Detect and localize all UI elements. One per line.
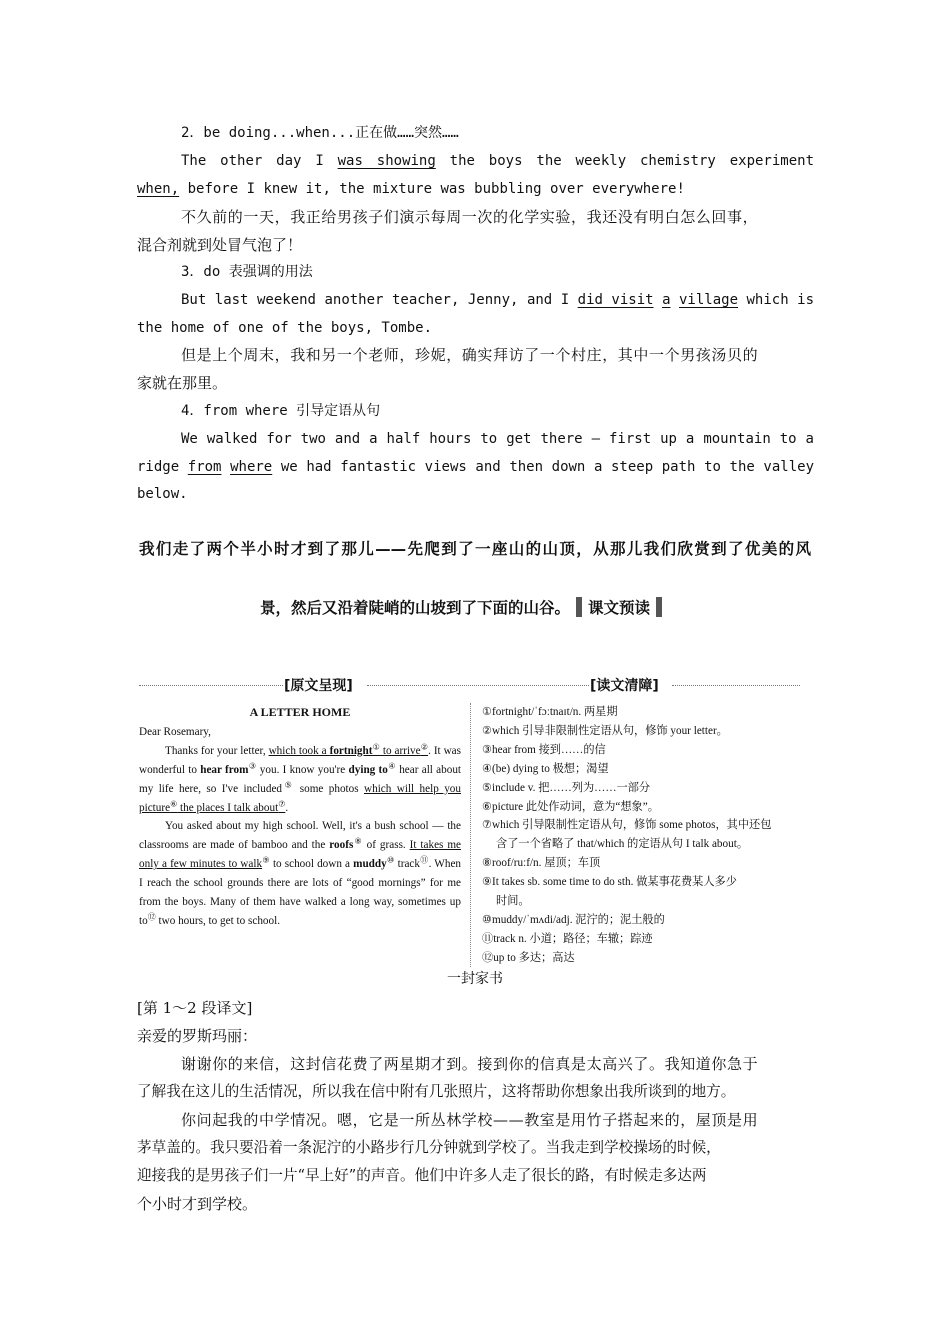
section-4-english-line-1: We walked for two and a half hours to get there — first up a mountain to a: [181, 431, 814, 447]
note-item: ⑧roof/ruːf/n. 屋顶；车顶: [482, 857, 601, 870]
notes-list: [482, 703, 822, 968]
dotted-rule: [672, 685, 800, 686]
note-item: ⑫up to 多达；高达: [482, 951, 575, 964]
underlined-phrase: where: [230, 459, 273, 475]
underlined-phrase: was showing: [337, 153, 436, 169]
translation-paragraph-2-line-2: 茅草盖的。我只要沿着一条泥泞的小路步行几分钟就到学校了。当我走到学校操场的时候，: [137, 1139, 721, 1156]
section-3-chinese-line-2: 家就在那里。: [137, 374, 228, 392]
section-marker-bar: [576, 597, 582, 617]
section-4-english-line-2: ridge from where we had fantastic views and then down a steep path to the valley: [137, 459, 815, 475]
section-label: 课文预读: [588, 599, 651, 617]
section-marker-bar: [656, 597, 662, 617]
note-item: ①fortnight/ˈfɔːtnaɪt/n. 两星期: [482, 706, 618, 718]
section-3-chinese-line-1: 但是上个周末，我和另一个老师，珍妮，确实拜访了一个村庄，其中一个男孩汤贝的: [181, 346, 759, 364]
underlined-phrase: when,: [137, 181, 180, 197]
translation-heading: [第 1～2 段译文]: [137, 999, 253, 1017]
note-item: ⑥picture 此处作动词，意为“想象”。: [482, 800, 659, 813]
letter-salutation: Dear Rosemary,: [139, 725, 211, 738]
letter-paragraph-2: You asked about my high school. Well, it's a bush school — the classrooms are made of bamboo and the roofs⑧ of grass. It takes me only a few minutes to walk⑨ to school down a muddy⑩ track⑪. When I reach the school grounds there are lots of “good mornings” for me from the boys. Many of them have walked a long way, sometimes up to⑫ two hours, to get to school.: [139, 820, 462, 927]
dotted-rule: [367, 685, 589, 686]
translation-paragraph-2-line-1: 你问起我的中学情况。嗯，它是一所丛林学校——教室是用竹子搭起来的，屋顶是用: [181, 1111, 759, 1129]
bold-translation-line-2: 景，然后又沿着陡峭的山坡到了下面的山谷。 课文预读: [260, 596, 668, 618]
underlined-phrase: from: [187, 459, 222, 475]
section-4-heading: 4．from where 引导定语从句: [181, 403, 381, 419]
bold-translation-line-1: 我们走了两个半小时才到了那儿——先爬到了一座山的山顶，从那儿我们欣赏到了优美的风: [139, 540, 811, 558]
section-3-english-line-2: the home of one of the boys, Tombe.: [137, 320, 433, 336]
section-4-english-line-3: below.: [137, 486, 188, 502]
box-caption: 一封家书: [447, 971, 503, 987]
section-2-english-line-1: The other day I was showing the boys the weekly chemistry experiment: [181, 153, 815, 169]
underlined-phrase: a: [662, 292, 671, 308]
section-3-heading: 3．do 表强调的用法: [181, 264, 313, 280]
translation-salutation: 亲爱的罗斯玛丽：: [137, 1027, 258, 1045]
translation-paragraph-1-line-1: 谢谢你的来信，这封信花费了两星期才到。接到你的信真是太高兴了。我知道你急于: [181, 1055, 759, 1073]
column-divider: [470, 703, 471, 967]
translation-paragraph-2-line-4: 个小时才到学校。: [137, 1195, 258, 1213]
note-item: ②which 引导非限制性定语从句，修饰 your letter。: [482, 724, 728, 737]
section-2-chinese-line-2: 混合剂就到处冒气泡了！: [137, 236, 303, 254]
letter-paragraph-1: Thanks for your letter, which took a fortnight① to arrive②. It was wonderful to hear from③ you. I know you're dying to④ hear all about my life here, so I've included⑤ some photos which will help you picture⑥ the places I talk about⑦.: [139, 742, 462, 814]
letter-title: A LETTER HOME: [249, 705, 351, 719]
section-3-english-line-1: But last weekend another teacher, Jenny, and I did visit a village which is: [181, 292, 814, 308]
notes-header: [读文清障]: [590, 678, 659, 694]
note-item: ⑪track n. 小道；路径；车辙；踪迹: [482, 932, 653, 945]
section-2-heading: 2．be doing...when...正在做……突然……: [181, 125, 459, 141]
original-letter: [139, 703, 461, 931]
note-item: ④(be) dying to 极想；渴望: [482, 762, 609, 775]
section-2-english-line-2: when, before I knew it, the mixture was bubbling over everywhere!: [137, 181, 685, 197]
original-text-header: [原文呈现]: [284, 678, 353, 694]
translation-paragraph-2-line-3: 迎接我的是男孩子们一片“早上好”的声音。他们中许多人走了很长的路，有时候走多达两: [137, 1167, 707, 1184]
dotted-rule: [139, 685, 283, 686]
underlined-phrase: did visit: [577, 292, 654, 308]
translation-paragraph-1-line-2: 了解我在这儿的生活情况，所以我在信中附有几张照片，这将帮助你想象出我所谈到的地方。: [137, 1083, 736, 1100]
underlined-phrase: village: [679, 292, 739, 308]
note-item-continued: 含了一个省略了 that/which 的定语从句 I talk about。: [496, 838, 749, 851]
section-2-chinese-line-1: 不久前的一天，我正给男孩子们演示每周一次的化学实验，我还没有明白怎么回事，: [181, 208, 759, 226]
note-item: ⑩muddy/ˈmʌdi/adj. 泥泞的；泥土般的: [482, 913, 665, 926]
note-item: ⑦which 引导限制性定语从句，修饰 some photos，其中还包: [482, 819, 772, 832]
note-item: ③hear from 接到……的信: [482, 743, 606, 756]
note-item: ⑤include v. 把……列为……一部分: [482, 781, 651, 794]
note-item: ⑨It takes sb. some time to do sth. 做某事花费某人多少: [482, 876, 737, 889]
note-item-continued: 时间。: [496, 895, 530, 908]
